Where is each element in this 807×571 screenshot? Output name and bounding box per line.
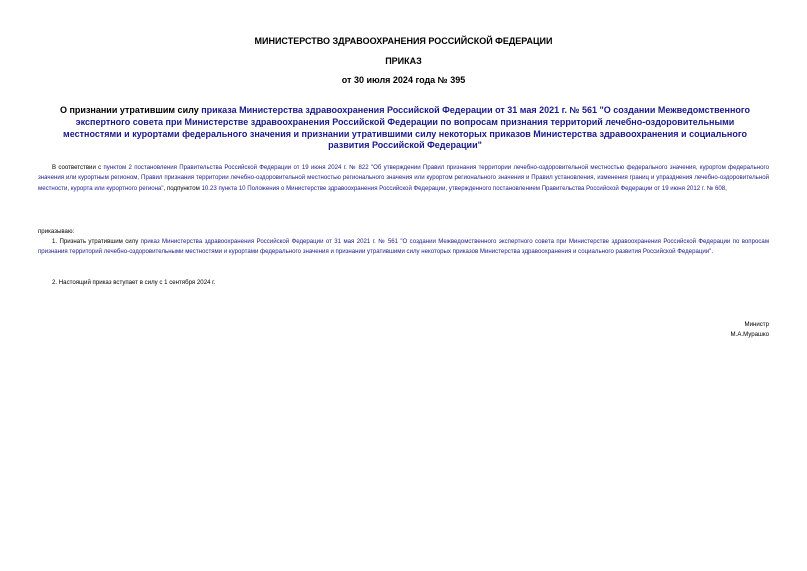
order-label: ПРИКАЗ (385, 56, 422, 66)
signature-name: М.А.Мурашко (730, 331, 769, 338)
item1-prefix: 1. Признать утратившим силу (52, 238, 141, 245)
document-page (38, 0, 769, 571)
para1-link-regulation[interactable]: 10.23 пункта 10 Положения о Министерстве здравоохранения Российской Федерации, утвержденного постановлением Правительства Российской Федерации от 19 июня 2012 г. № 608 (201, 184, 726, 192)
order-item-2 (38, 278, 769, 288)
ministry-heading: МИНИСТЕРСТВО ЗДРАВООХРАНЕНИЯ РОССИЙСКОЙ ФЕДЕРАЦИИ (254, 36, 553, 46)
order-title (46, 105, 764, 152)
item1-link[interactable]: приказ Министерства здравоохранения Российской Федерации от 31 мая 2021 г. № 561 "О создании Межведомственного экспертного совета при Министерстве здравоохранения Российской Федерации по вопросам признания территорий лечебно-оздоровительными местностями и курортами федерального значения и признании утратившими силу некоторых приказов Министерства здравоохранения и социального развития Российской Федерации" (38, 238, 770, 256)
paragraph-basis (38, 163, 769, 194)
orders-word: приказываю: (38, 228, 75, 235)
order-item-1 (38, 237, 769, 258)
para1-prefix: В соответствии с (52, 164, 104, 171)
para1-link-resolution[interactable]: пунктом 2 постановления Правительства Российской Федерации от 19 июня 2024 г. № 822 "Об утверждении Правил признания территории лечебно-оздоровительной местностью федерального значения, курортом федерального значения или курортным регионом, Правил признания территории лечебно-оздоровительной местностью регионального значения или курортом регионального значения и Правил установления, изменения границ и упразднения лечебно-оздоровительной местности, курорта или курортного региона" (38, 164, 770, 192)
order-title-prefix: О признании утратившим силу (59, 105, 202, 115)
para1-mid: , подпунктом (163, 184, 202, 192)
order-title-link[interactable]: приказа Министерства здравоохранения Российской Федерации от 31 мая 2021 г. № 561 "О создании Межведомственного экспертного совета при Министерстве здравоохранения Российской Федерации по вопросам признания территорий лечебно-оздоровительными местностями и курортами федерального значения и признании утратившими силу некоторых приказов Министерства здравоохранения и социального развития Российской Федерации" (63, 105, 751, 151)
item1-suffix: . (711, 248, 714, 256)
item2-text: 2. Настоящий приказ вступает в силу с 1 сентября 2024 г. (52, 279, 216, 286)
para1-suffix: , (725, 184, 727, 192)
signature-position: Министр (744, 321, 769, 328)
order-date: от 30 июля 2024 года № 395 (341, 75, 466, 85)
